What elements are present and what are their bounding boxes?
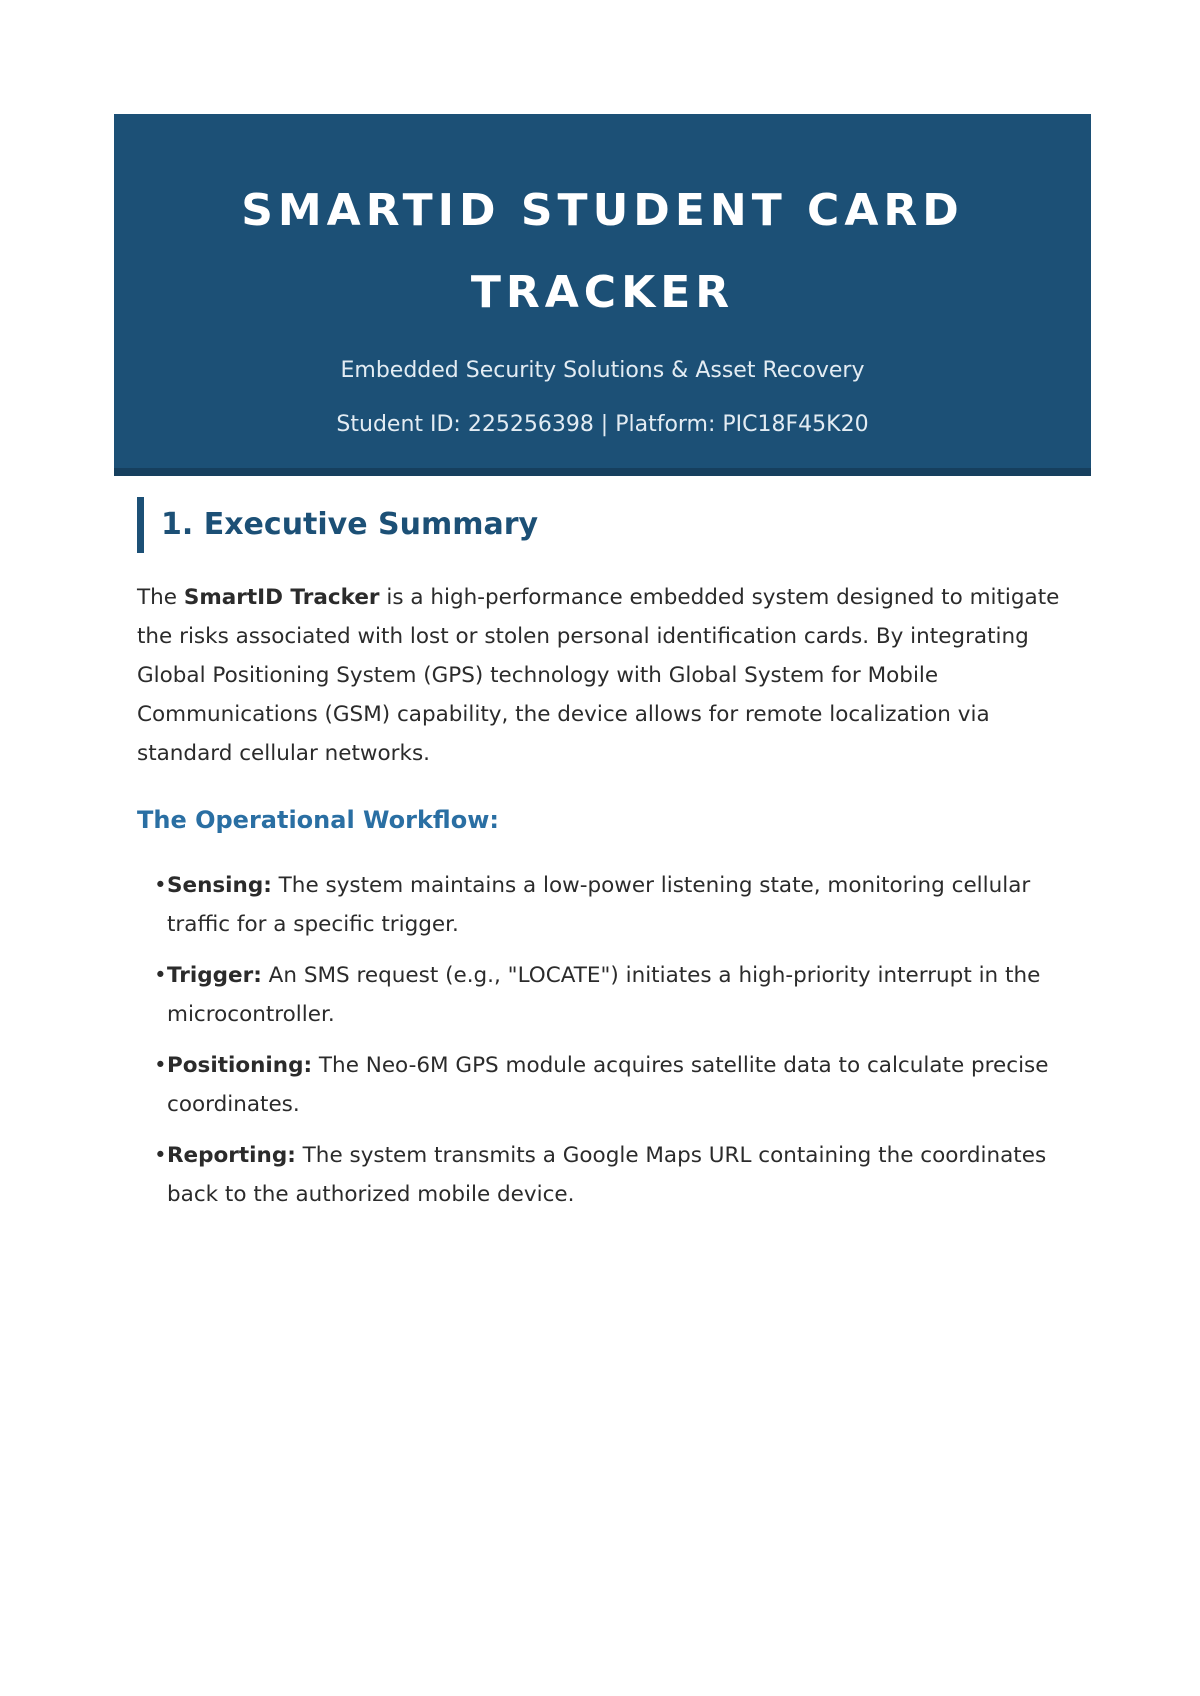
workflow-term: Trigger: [167,963,262,988]
workflow-heading: The Operational Workflow: [137,806,499,834]
workflow-text: The Neo-6M GPS module acquires satellite data to calculate precise coordinates. [167,1053,1049,1117]
executive-summary-paragraph [137,578,1077,773]
workflow-item-sensing [137,866,1087,944]
document-title [114,114,1091,334]
workflow-term: Reporting: [167,1143,296,1168]
workflow-term: Positioning: [167,1053,313,1078]
document-meta: Student ID: 225256398 | Platform: PIC18F45K20 [336,412,869,437]
workflow-term: Sensing: [167,873,272,898]
document-title-line-2: TRACKER [470,267,735,318]
workflow-item-positioning [137,1046,1087,1124]
document-subtitle: Embedded Security Solutions & Asset Recovery [340,358,865,383]
document-title-line-1: SMARTID STUDENT CARD [241,185,964,236]
workflow-item-reporting [137,1136,1087,1214]
workflow-text: The system maintains a low-power listening state, monitoring cellular traffic for a specific trigger. [167,873,1031,937]
bullet-icon: • [154,963,167,988]
bullet-icon: • [154,1143,167,1168]
summary-product-name: SmartID Tracker [183,585,380,610]
workflow-item-trigger [137,956,1087,1034]
summary-lead: The [137,585,184,610]
summary-text: is a high-performance embedded system designed to mitigate the risks associated with lost or stolen personal identification cards. By integrating Global Positioning System (GPS) technology with Global System for Mobile Communications (GSM) capability, the device allows for remote localization via standard cellular networks. [137,585,1060,766]
title-banner [114,114,1091,476]
workflow-text: An SMS request (e.g., "LOCATE") initiates a high-priority interrupt in the microcontroller. [167,963,1041,1027]
workflow-list [137,866,1087,1226]
bullet-icon: • [154,873,167,898]
section-heading: 1. Executive Summary [137,497,538,553]
workflow-text: The system transmits a Google Maps URL containing the coordinates back to the authorized mobile device. [167,1143,1047,1207]
bullet-icon: • [154,1053,167,1078]
